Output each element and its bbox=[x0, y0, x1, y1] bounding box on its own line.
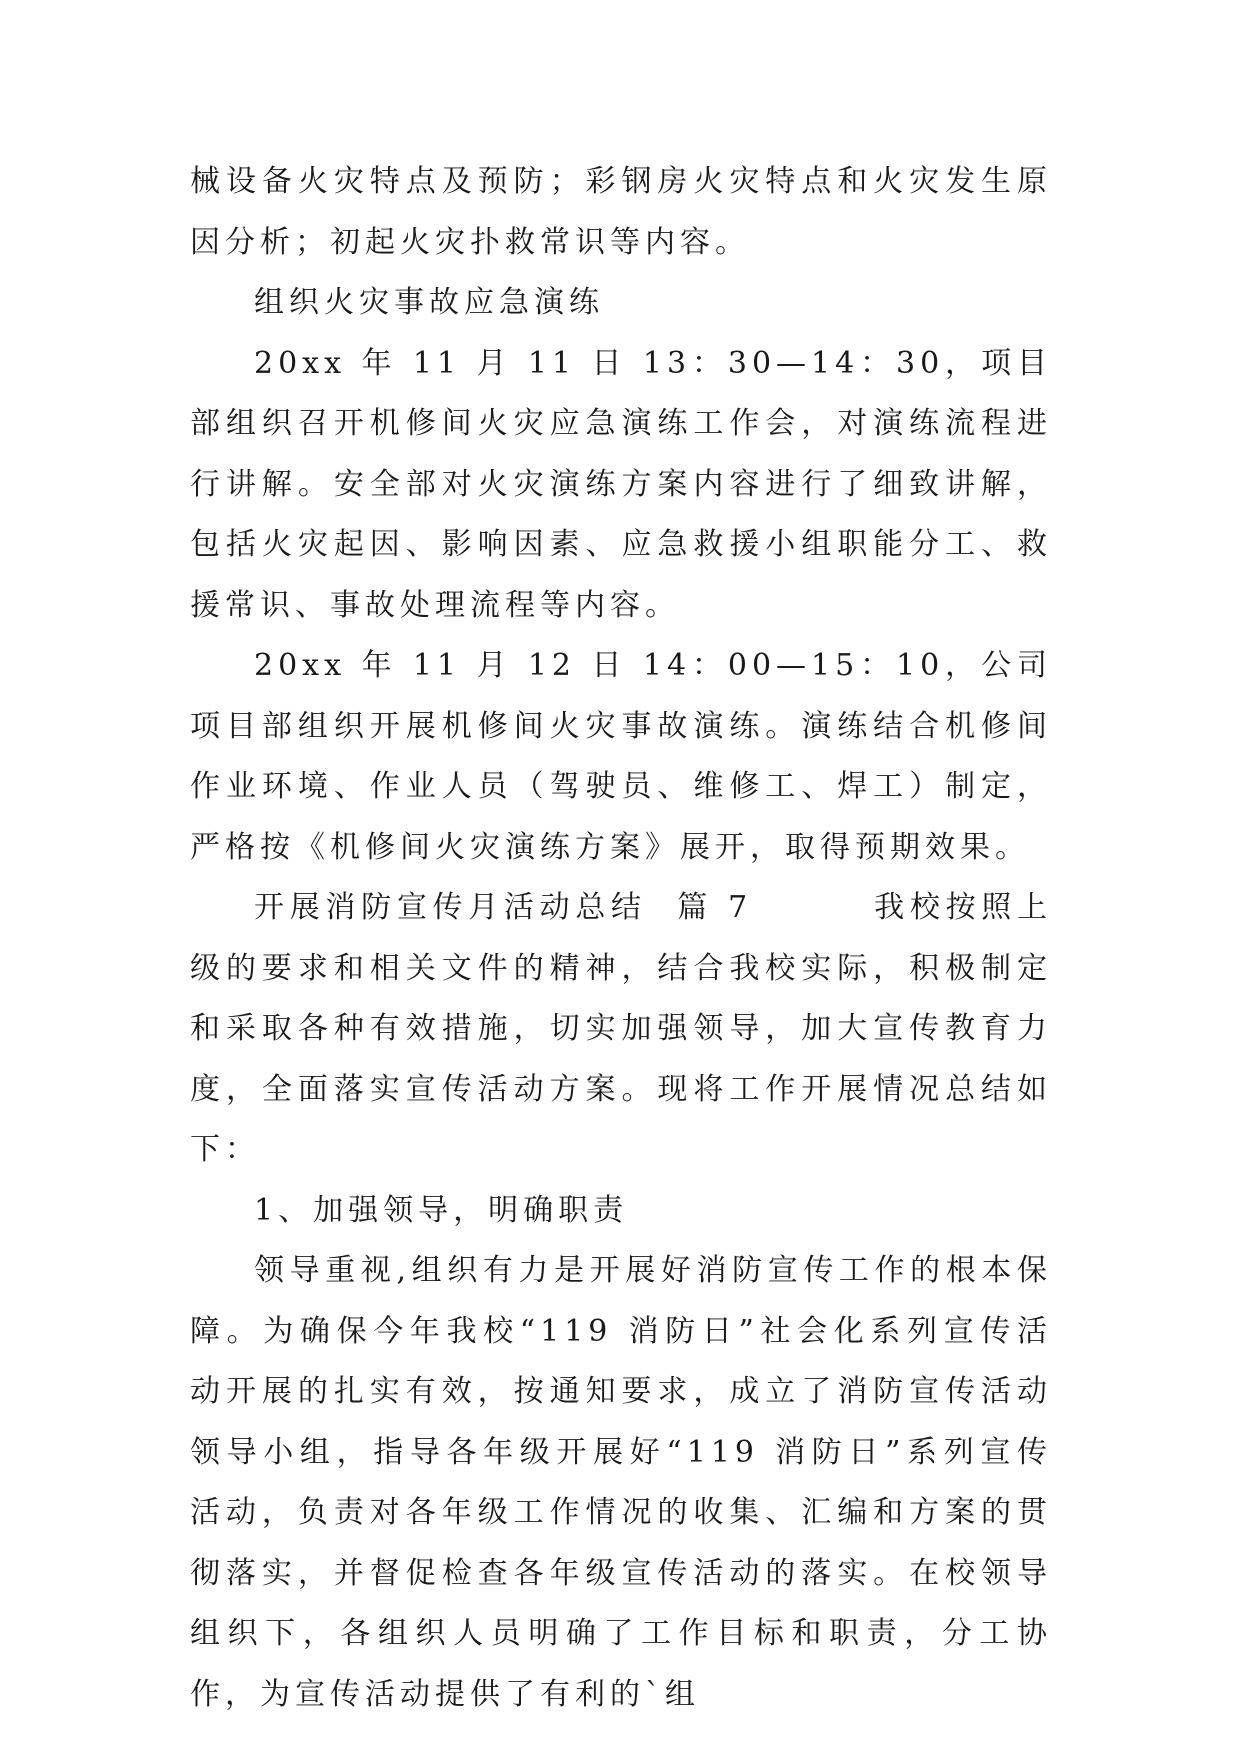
paragraph-1: 械设备火灾特点及预防；彩钢房火灾特点和火灾发生原因分析；初起火灾扑救常识等内容。 bbox=[190, 164, 1052, 260]
paragraph-nov-11: 20xx 年 11 月 11 日 13：30—14：30，项目部组织召开机修间火灾应急演练工作会，对演练流程进行讲解。安全部对火灾演练方案内容进行了细致讲解，包括火灾起因、影响因素、应急救援小组职能分工、救援常识、事故处理流程等内容。 bbox=[190, 345, 1052, 623]
heading-fire-drill: 组织火灾事故应急演练 bbox=[254, 285, 604, 320]
paragraph-article-7: 开展消防宣传月活动总结 篇 7 我校按照上级的要求和相关文件的精神，结合我校实际，积极制定和采取各种有效措施，切实加强领导，加大宣传教育力度，全面落实宣传活动方案。现将工作开展情况总结如下： bbox=[190, 890, 1052, 1167]
paragraph-nov-12: 20xx 年 11 月 12 日 14：00—15：10，公司项目部组织开展机修间火灾事故演练。演练结合机修间作业环境、作业人员（驾驶员、维修工、焊工）制定，严格按《机修间火灾演练方案》展开，取得预期效果。 bbox=[190, 648, 1052, 865]
paragraph-leadership: 领导重视,组织有力是开展好消防宣传工作的根本保障。为确保今年我校“119 消防日”社会化系列宣传活动开展的扎实有效，按通知要求，成立了消防宣传活动领导小组，指导各年级开展好“119 消防日”系列宣传活动，负责对各年级工作情况的收集、汇编和方案的贯彻落实，并督促检查各年级宣传活动的落实。在校领导组织下，各组织人员明确了工作目标和职责，分工协作，为宣传活动提供了有利的`组 bbox=[190, 1253, 1052, 1712]
heading-leadership: 1、加强领导，明确职责 bbox=[254, 1192, 629, 1228]
document-body bbox=[190, 152, 1052, 1725]
